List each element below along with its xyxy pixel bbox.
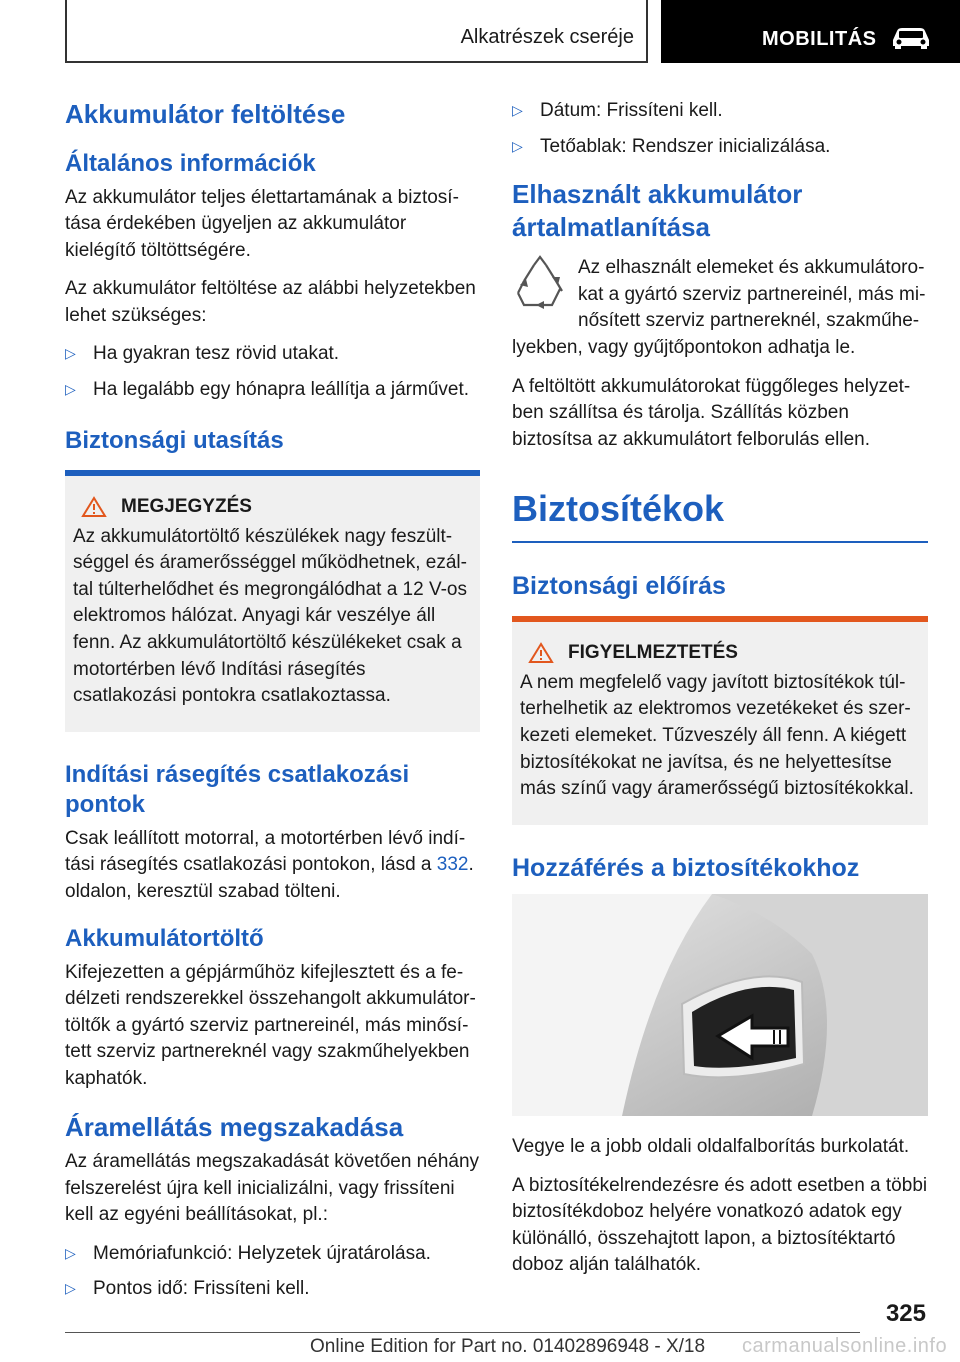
notice-title: MEGJEGYZÉS: [73, 496, 472, 518]
list-item: ▷ Tetőablak: Rendszer inicializálása.: [512, 134, 928, 161]
heading-power-interruption: Áramellátás megszakadása: [65, 1111, 404, 1142]
jump-start-paragraph: Csak leállított motorral, a motortérben lévő indítási rásegítés csatlakozási pontokon, lásd a 332. oldalon, keresztül szabad tölteni.: [65, 827, 474, 902]
notice-text: Az akkumulátortöltő készülékek nagy feszültséggel és áramerősséggel működhetnek, ezáltal túlterhelődhet és megrongálódhat a 12 V-os elektromos hálózat. Anyagi kár veszélye áll fenn. Az akkumulátortöltő készülékeket csak a motortérben lévő Indítási rásegítés csatlakozási pontokra csatlakoztassa.: [73, 525, 467, 707]
charger-paragraph: Kifejezetten a gépjárműhöz kifejlesztett és a fedélzeti rendszerekkel összehangolt akkumulátortöltők a gyártó szerviz partnereinél, más minősített szerviz partnereknél vagy szakműhelyekben kaphatók.: [65, 961, 476, 1089]
bullet-triangle-icon: ▷: [65, 381, 76, 398]
general-bullet-list: [65, 341, 480, 403]
warning-title: FIGYELMEZTETÉS: [520, 642, 920, 664]
heading-battery-charging: Akkumulátor feltöltése: [65, 99, 346, 129]
list-item: ▷ Pontos idő: Frissíteni kell.: [65, 1276, 480, 1303]
section-rule: [512, 541, 928, 543]
bullet-triangle-icon: ▷: [65, 1280, 76, 1297]
section-title: Alkatrészek cseréje: [460, 26, 634, 48]
power-paragraph: Az áramellátás megszakadását követően néhány felszerelést újra kell inicializálni, vagy frissíteni kell az egyéni beállításokat, pl.:: [65, 1151, 480, 1226]
left-column: [65, 98, 480, 1319]
page-number: 325: [885, 1300, 926, 1327]
heading-jump-start-points: Indítási rásegítés csatlakozási pontok: [65, 760, 410, 818]
edition-text: Online Edition for Part no. 01402896948 - X/18: [310, 1336, 706, 1357]
page-link-332[interactable]: 332: [436, 854, 469, 876]
warning-triangle-icon: [81, 496, 107, 518]
chapter-label: MOBILITÁS: [762, 28, 877, 50]
recycle-icon: [512, 255, 572, 325]
disposal-paragraph-2: A feltöltött akkumulátorokat függőleges helyzetben szállítsa és tárolja. Szállítás közben biztosítsa az akkumulátort felborulás ellen.: [512, 375, 911, 450]
warning-triangle-icon: [528, 642, 554, 664]
list-item: ▷ Ha gyakran tesz rövid utakat.: [65, 341, 480, 368]
continued-bullet-list: [512, 98, 928, 160]
warning-text: A nem megfelelő vagy javított biztosítékok túlterhelhetik az elektromos vezetékeket és szerkezeti elemeket. Tűzveszély áll fenn. A kiégett biztosítékokat ne javítsa, és ne helyettesítse más színű vagy áramerősségű biztosítékokkal.: [520, 671, 914, 800]
header-frame: [65, 0, 648, 63]
general-paragraph-1: Az akkumulátor teljes élettartamának a biztosítása érdekében ügyeljen az akkumulátor kielégítő töltöttségére.: [65, 186, 459, 261]
heading-fuses: Biztosítékok: [512, 488, 725, 530]
access-paragraph-1: Vegye le a jobb oldali oldalfalborítás burkolatát.: [512, 1136, 910, 1157]
bullet-triangle-icon: ▷: [512, 102, 523, 118]
heading-general-info: Általános információk: [65, 149, 316, 177]
car-icon: [889, 24, 933, 55]
chapter-tab[interactable]: [661, 0, 960, 63]
bullet-triangle-icon: ▷: [512, 137, 523, 154]
bullet-triangle-icon: ▷: [65, 1244, 76, 1261]
fuse-access-photo: [512, 894, 928, 1116]
power-bullet-list: [65, 1241, 480, 1303]
list-item: ▷ Dátum: Frissíteni kell.: [512, 98, 928, 125]
disposal-paragraph-1: Az elhasznált elemeket és akkumulátorokat a gyártó szerviz partnereinél, más minősített szerviz partnereknél, szakműhelyekben, vagy gyűjtőpontokon adhatja le.: [512, 257, 926, 358]
heading-fuse-access: Hozzáférés a biztosítékokhoz: [512, 853, 860, 882]
general-paragraph-2: Az akkumulátor feltöltése az alábbi helyzetekben lehet szükséges:: [65, 278, 476, 326]
warning-box: [512, 616, 928, 825]
right-column: [512, 98, 928, 1291]
heading-safety-instruction: Biztonsági utasítás: [65, 426, 284, 454]
bullet-triangle-icon: ▷: [65, 345, 76, 362]
watermark: carmanualsonline.info: [742, 1335, 948, 1357]
heading-battery-disposal: Elhasznált akkumulátor ártalmatlanítása: [512, 179, 803, 242]
heading-battery-charger: Akkumulátortöltő: [65, 924, 264, 952]
footer-rule: [65, 1332, 860, 1333]
notice-box: [65, 470, 480, 732]
list-item: ▷ Ha legalább egy hónapra leállítja a járművet.: [65, 377, 480, 404]
heading-fuse-safety: Biztonsági előírás: [512, 571, 726, 600]
list-item: ▷ Memóriafunkció: Helyzetek újratárolása.: [65, 1241, 480, 1268]
access-paragraph-2: A biztosítékelrendezésre és adott esetben a többi biztosítékdoboz helyére vonatkozó adatok egy különálló, összehajtott lapon, a biztosítéktartó doboz alján találhatók.: [512, 1174, 928, 1276]
